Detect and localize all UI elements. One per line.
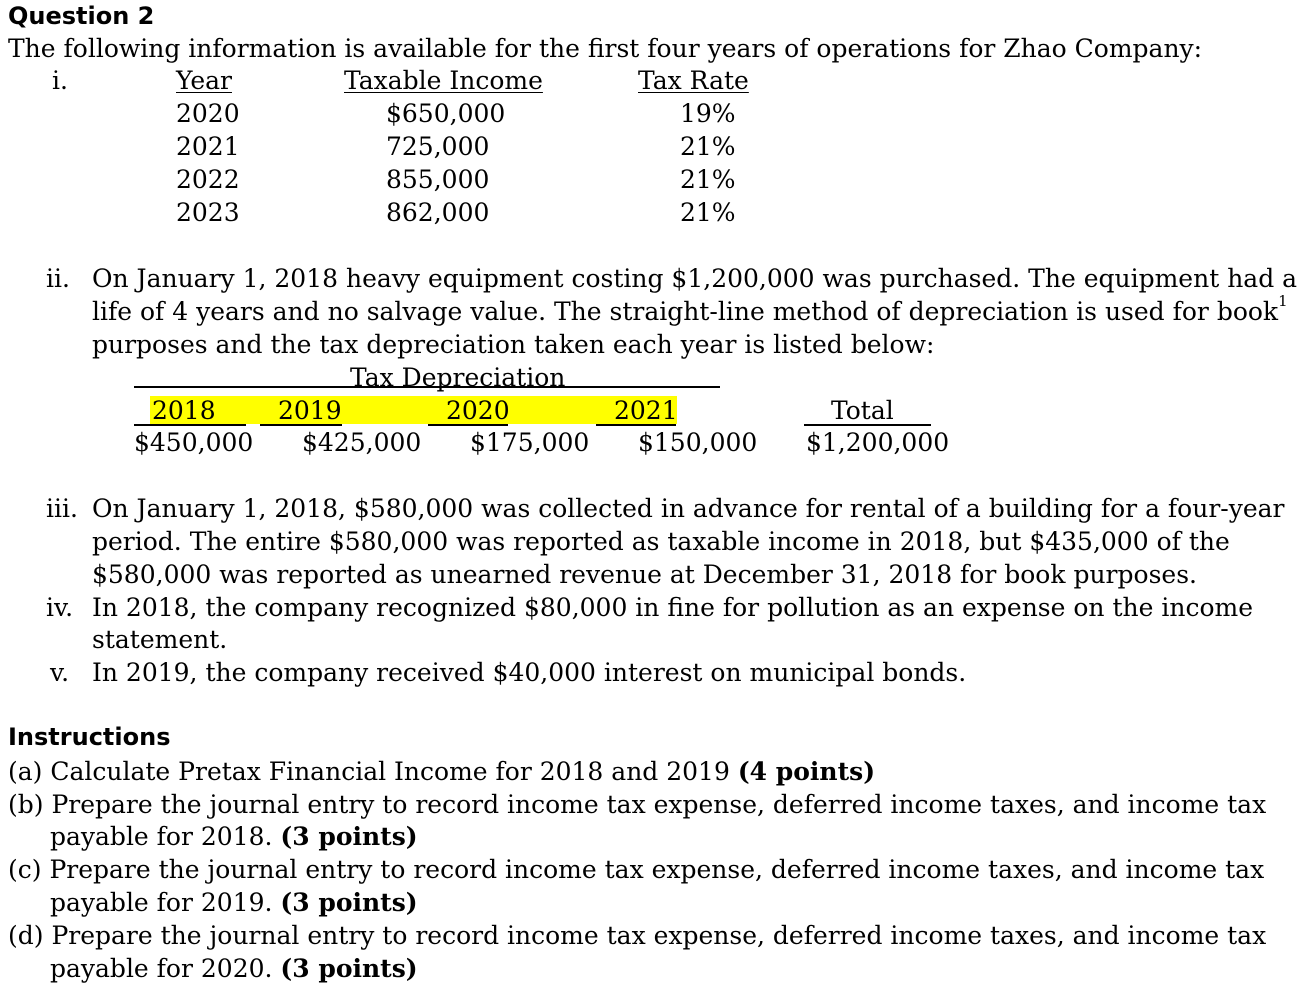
instructions-heading: Instructions [8,723,171,751]
item-iii-line: On January 1, 2018, $580,000 was collected in advance for rental of a building for a four-year [92,494,1285,523]
row-rate: 21% [680,198,736,227]
row-income: $650,000 [386,99,506,128]
item-ii-label: ii. [46,264,70,293]
year-highlight [150,396,677,424]
dep-amount: $425,000 [302,428,422,457]
dep-year: 2020 [446,396,510,425]
row-rate: 21% [680,165,736,194]
dep-year: 2021 [614,396,678,425]
header-year: Year [176,66,232,95]
row-year: 2020 [176,99,240,128]
intro-text: The following information is available for the first four years of operations for Zhao Company: [8,34,1203,63]
instruction-points: (4 points) [737,757,876,786]
instruction-text: payable for 2020. [50,954,273,983]
row-year: 2023 [176,198,240,227]
item-ii-line: life of 4 years and no salvage value. The straight-line method of depreciation is used for book [92,297,1279,326]
item-iii-label: iii. [46,494,78,523]
footnote-mark: 1 [1278,292,1288,310]
instruction-points: (3 points) [280,822,418,851]
row-rate: 19% [680,99,736,128]
instruction-text: payable for 2018. [50,822,273,851]
instruction-c-line2 [50,886,418,919]
instruction-b-line2 [50,820,418,853]
row-income: 855,000 [386,165,490,194]
instruction-c-line1: (c) Prepare the journal entry to record income tax expense, deferred income taxes, and income tax [8,855,1265,884]
instruction-d-line2 [50,952,418,985]
dep-amount: $175,000 [470,428,590,457]
row-income: 862,000 [386,198,490,227]
dep-year: 2019 [278,396,342,425]
row-year: 2021 [176,132,240,161]
item-v-line: In 2019, the company received $40,000 interest on municipal bonds. [92,658,967,687]
instruction-a [8,755,875,788]
item-ii-line: On January 1, 2018 heavy equipment costing $1,200,000 was purchased. The equipment had a [92,264,1297,293]
instruction-points: (3 points) [280,954,418,983]
instruction-d-line1: (d) Prepare the journal entry to record income tax expense, deferred income taxes, and income tax [8,921,1267,950]
row-rate: 21% [680,132,736,161]
row-income: 725,000 [386,132,490,161]
header-taxable-income: Taxable Income [344,66,543,95]
total-amount: $1,200,000 [806,428,950,457]
item-iii-line: period. The entire $580,000 was reported as taxable income in 2018, but $435,000 of the [92,527,1230,556]
instruction-points: (3 points) [280,888,418,917]
dep-amount: $150,000 [638,428,758,457]
instruction-text: payable for 2019. [50,888,273,917]
item-ii-line-2 [92,292,1288,328]
total-label: Total [831,396,894,425]
question-title: Question 2 [8,2,155,30]
instruction-text: (a) Calculate Pretax Financial Income for 2018 and 2019 [8,757,730,786]
row-year: 2022 [176,165,240,194]
item-iii-line: $580,000 was reported as unearned revenue at December 31, 2018 for book purposes. [92,560,1197,589]
item-i-label: i. [52,66,68,95]
instruction-b-line1: (b) Prepare the journal entry to record income tax expense, deferred income taxes, and income tax [8,790,1267,819]
header-tax-rate: Tax Rate [638,66,749,95]
dep-year: 2018 [152,396,216,425]
item-iv-label: iv. [46,593,74,622]
item-iv-line: In 2018, the company recognized $80,000 in fine for pollution as an expense on the income [92,593,1253,622]
item-iv-line: statement. [92,625,228,654]
item-v-label: v. [50,658,70,687]
dep-amount: $450,000 [134,428,254,457]
item-ii-line: purposes and the tax depreciation taken each year is listed below: [92,330,935,359]
tax-depreciation-title: Tax Depreciation [350,363,566,392]
